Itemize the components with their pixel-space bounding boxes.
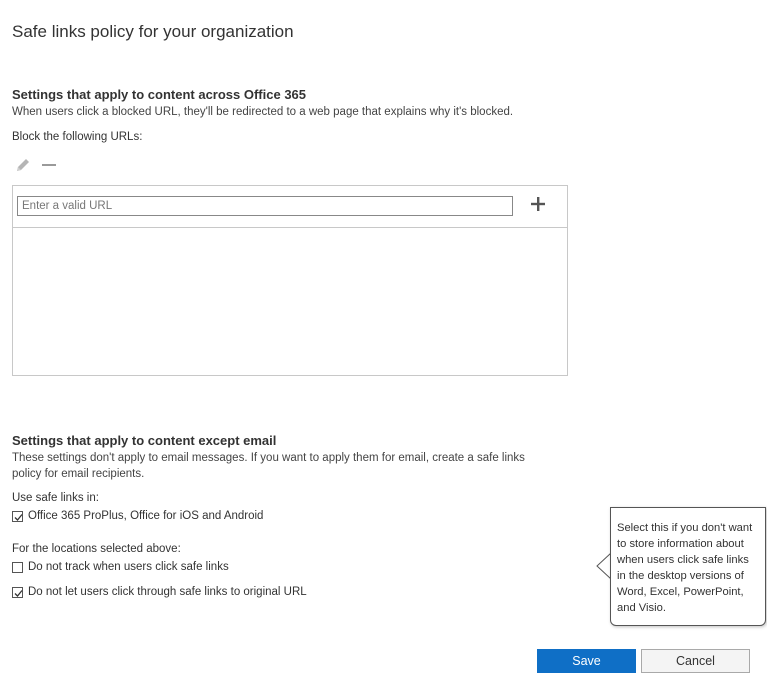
block-urls-label: Block the following URLs: bbox=[12, 131, 143, 143]
do-not-click-through-checkbox-row[interactable] bbox=[12, 586, 307, 598]
plus-icon[interactable] bbox=[529, 195, 547, 213]
save-button[interactable]: Save bbox=[537, 649, 636, 673]
url-list-toolbar bbox=[14, 156, 58, 174]
tooltip-line: to store information about bbox=[617, 538, 744, 550]
office-proplus-label: Office 365 ProPlus, Office for iOS and Android bbox=[28, 510, 264, 522]
page-title: Safe links policy for your organization bbox=[12, 22, 294, 41]
office365-section-description: When users click a blocked URL, they'll be redirected to a web page that explains why it's blocked. bbox=[12, 106, 514, 118]
except-email-description-line1: These settings don't apply to email messages. If you want to apply them for email, create a safe links bbox=[12, 452, 525, 464]
blocked-urls-list[interactable] bbox=[13, 228, 567, 375]
do-not-click-through-checkbox[interactable] bbox=[12, 587, 23, 598]
except-email-description-line2: policy for email recipients. bbox=[12, 468, 145, 480]
url-entry-row bbox=[13, 186, 567, 228]
office-proplus-checkbox-row[interactable] bbox=[12, 510, 263, 522]
tooltip-line: and Visio. bbox=[617, 602, 666, 614]
minus-icon[interactable] bbox=[40, 156, 58, 174]
do-not-track-checkbox[interactable] bbox=[12, 562, 23, 573]
office365-section-heading: Settings that apply to content across Office 365 bbox=[12, 87, 307, 102]
office-proplus-checkbox[interactable] bbox=[12, 511, 23, 522]
use-safe-links-label: Use safe links in: bbox=[12, 492, 99, 504]
tooltip-line: Word, Excel, PowerPoint, bbox=[617, 586, 744, 598]
url-input[interactable] bbox=[17, 196, 513, 216]
except-email-section-heading: Settings that apply to content except email bbox=[12, 433, 277, 448]
do-not-click-through-label: Do not let users click through safe links to original URL bbox=[28, 586, 307, 598]
pencil-icon[interactable] bbox=[14, 156, 32, 174]
blocked-urls-panel bbox=[12, 185, 568, 376]
tooltip-callout bbox=[610, 507, 766, 626]
do-not-track-checkbox-row[interactable] bbox=[12, 561, 229, 573]
tooltip-line: when users click safe links bbox=[617, 554, 749, 566]
tooltip-line: in the desktop versions of bbox=[617, 570, 744, 582]
do-not-track-label: Do not track when users click safe links bbox=[28, 561, 229, 573]
cancel-button[interactable]: Cancel bbox=[641, 649, 750, 673]
tooltip-line: Select this if you don't want bbox=[617, 522, 753, 534]
locations-label: For the locations selected above: bbox=[12, 543, 181, 555]
